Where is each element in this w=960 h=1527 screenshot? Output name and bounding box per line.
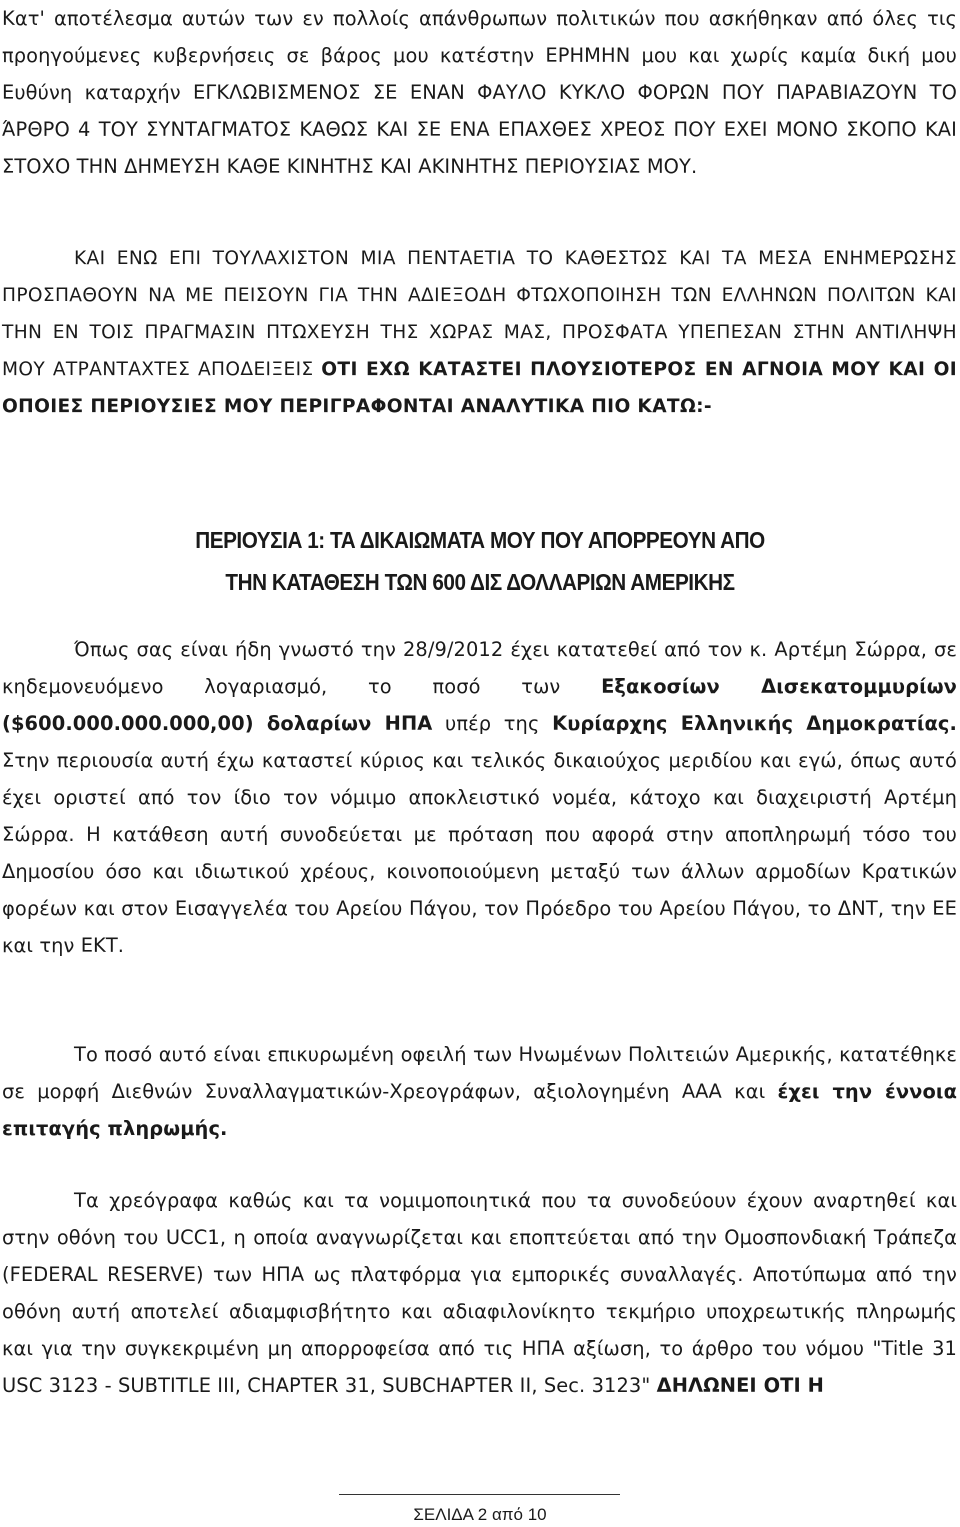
amount-bold: Εξακοσίων Δισεκατομμυρίων ($600.000.000.000,00) δολαρίων ΗΠΑ bbox=[2, 675, 957, 735]
section-heading-line1: ΠΕΡΙΟΥΣΙΑ 1: ΤΑ ΔΙΚΑΙΩΜΑΤΑ ΜΟΥ ΠΟΥ ΑΠΟΡΡΕΟΥΝ ΑΠΟ bbox=[195, 527, 765, 553]
paragraph-deposit-text3: Στην περιουσία αυτή έχω καταστεί κύριος και τελικός δικαιούχος μεριδίου και εγώ, όπως αυτό έχει οριστεί από τον ίδιο τον νόμιμο αποκλειστικό νομέα, κάτοχο και διαχειριστή Αρτέμη Σώρρα. Η κατάθεση αυτή συνοδεύεται με πρόταση που αφορά στην αποπληρωμή τόσο του Δημοσίου όσο και ιδιωτικού χρέους, κοινοποιούμενη μεταξύ των άλλων αρμοδίων Κρατικών φορέων και στον Εισαγγελέα του Αρείου Πάγου, τον Πρόεδρο του Αρείου Πάγου, το ΔΝΤ, την ΕΕ και την ΕΚΤ. bbox=[2, 749, 957, 957]
page-number: ΣΕΛΙΔΑ 2 από 10 bbox=[413, 1505, 547, 1524]
paragraph-validated bbox=[2, 1036, 957, 1147]
section-heading-line2: ΤΗΝ ΚΑΤΑΘΕΣΗ ΤΩΝ 600 ΔΙΣ ΔΟΛΛΑΡΙΩΝ ΑΜΕΡΙΚΗΣ bbox=[225, 569, 735, 595]
paragraph-deposit-text2: υπέρ της bbox=[432, 712, 553, 735]
paragraph-deposit-text: Όπως σας είναι ήδη γνωστό την 28/9/2012 έχει κατατεθεί από τον κ. Αρτέμη Σώρρα, σε κηδεμονευόμενο λογαριασμό, το ποσό των bbox=[2, 638, 957, 698]
republic-bold: Κυρίαρχης Ελληνικής Δημοκρατίας. bbox=[552, 712, 957, 735]
footer-divider bbox=[339, 1494, 620, 1495]
paragraph-caps-text: ΚΑΙ ΕΝΩ ΕΠΙ ΤΟΥΛΑΧΙΣΤΟΝ ΜΙΑ ΠΕΝΤΑΕΤΙΑ ΤΟ ΚΑΘΕΣΤΩΣ ΚΑΙ ΤΑ ΜΕΣΑ ΕΝΗΜΕΡΩΣΗΣ ΠΡΟΣΠΑΘΟΥΝ ΝΑ ΜΕ ΠΕΙΣΟΥΝ ΓΙΑ ΤΗΝ ΑΔΙΕΞΟΔΗ ΦΤΩΧΟΠΟΙΗΣΗ ΤΩΝ ΕΛΛΗΝΩΝ ΠΟΛΙΤΩΝ ΚΑΙ ΤΗΝ ΕΝ ΤΟΙΣ ΠΡΑΓΜΑΣΙΝ ΠΤΩΧΕΥΣΗ ΤΗΣ ΧΩΡΑΣ ΜΑΣ, ΠΡΟΣΦΑΤΑ ΥΠΕΠΕΣΑΝ ΣΤΗΝ ΑΝΤΙΛΗΨΗ ΜΟΥ ΑΤΡΑΝΤΑΧΤΕΣ ΑΠΟΔΕΙΞΕΙΣ bbox=[2, 248, 957, 380]
paragraph-caps bbox=[2, 240, 957, 425]
paragraph-caps-bold: ΟΤΙ ΕΧΩ ΚΑΤΑΣΤΕΙ ΠΛΟΥΣΙΟΤΕΡΟΣ ΕΝ ΑΓΝΟΙΑ ΜΟΥ ΚΑΙ ΟΙ ΟΠΟΙΕΣ ΠΕΡΙΟΥΣΙΕΣ ΜΟΥ ΠΕΡΙΓΡΑΦΟΝΤΑΙ ΑΝΑΛΥΤΙΚΑ ΠΙΟ ΚΑΤΩ:- bbox=[2, 359, 957, 417]
paragraph-securities bbox=[2, 1182, 957, 1404]
declares-bold: ΔΗΛΩΝΕΙ ΟΤΙ Η bbox=[656, 1374, 824, 1397]
paragraph-securities-text: Τα χρεόγραφα καθώς και τα νομιμοποιητικά που τα συνοδεύουν έχουν αναρτηθεί και στην οθόνη του UCC1, η οποία αναγνωρίζεται και εποπτεύεται από την Ομοσπονδιακή Τράπεζα (FEDERAL RESERVE) των ΗΠΑ ως πλατφόρμα για εμπορικές συναλλαγές. Αποτύπωμα από την οθόνη αυτή αποτελεί αδιαμφισβήτητο και αδιαφιλονίκητο τεκμήριο υποχρεωτικής πληρωμής και για την συγκεκριμένη μη απορροφείσα από τις ΗΠΑ αξίωση, το άρθρο του νόμου "Title 31 USC 3123 - SUBTITLE III, CHAPTER 31, SUBCHAPTER II, Sec. 3123" bbox=[2, 1189, 957, 1397]
payment-order-bold: έχει την έννοια επιταγής πληρωμής. bbox=[2, 1080, 957, 1140]
paragraph-intro bbox=[2, 0, 957, 185]
paragraph-intro-text: Κατ' αποτέλεσμα αυτών των εν πολλοίς απάνθρωπων πολιτικών που ασκήθηκαν από όλες τις προηγούμενες κυβερνήσεις σε βάρος μου κατέστην ΕΡΗΜΗΝ μου και χωρίς καμία δική μου Ευθύνη καταρχήν ΕΓΚΛΩΒΙΣΜΕΝΟΣ ΣΕ ΕΝΑΝ ΦΑΥΛΟ ΚΥΚΛΟ ΦΟΡΩΝ ΠΟΥ ΠΑΡΑΒΙΑΖΟΥΝ ΤΟ ΆΡΘΡΟ 4 ΤΟΥ ΣΥΝΤΑΓΜΑΤΟΣ ΚΑΘΩΣ ΚΑΙ ΣΕ ΕΝΑ ΕΠΑΧΘΕΣ ΧΡΕΟΣ ΠΟΥ ΕΧΕΙ ΜΟΝΟ ΣΚΟΠΟ ΚΑΙ ΣΤΟΧΟ ΤΗΝ ΔΗΜΕΥΣΗ ΚΑΘΕ ΚΙΝΗΤΗΣ ΚΑΙ ΑΚΙΝΗΤΗΣ ΠΕΡΙΟΥΣΙΑΣ ΜΟΥ. bbox=[2, 7, 957, 178]
paragraph-deposit bbox=[2, 631, 957, 964]
paragraph-validated-text: Το ποσό αυτό είναι επικυρωμένη οφειλή των Ηνωμένων Πολιτειών Αμερικής, κατατέθηκε σε μορφή Διεθνών Συναλλαγματικών-Χρεογράφων, αξιολογημένη ΑΑΑ και bbox=[2, 1043, 957, 1103]
